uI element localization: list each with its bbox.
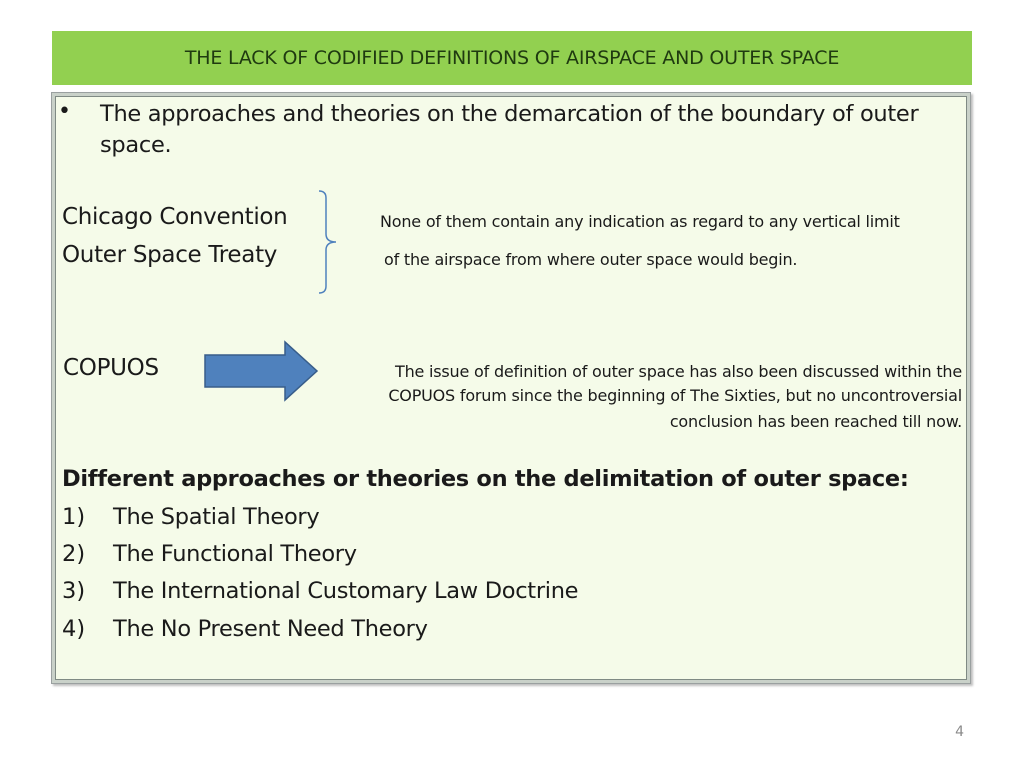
copuos-note-line2: COPUOS forum since the beginning of The Sixties, but no uncontroversial (388, 386, 962, 405)
copuos-note-line1: The issue of definition of outer space has also been discussed within the (395, 362, 962, 381)
right-arrow-icon (203, 340, 319, 402)
slide-title: THE LACK OF CODIFIED DEFINITIONS OF AIRSPACE AND OUTER SPACE (184, 47, 840, 69)
conventions-note-line2: of the airspace from where outer space would begin. (384, 250, 798, 269)
list-item-text: The Functional Theory (113, 541, 357, 567)
list-item-number: 4) (62, 616, 86, 642)
list-item-number: 2) (62, 541, 86, 567)
theories-heading: Different approaches or theories on the delimitation of outer space: (62, 466, 909, 492)
list-item-number: 1) (62, 504, 86, 530)
conventions-note-line1: None of them contain any indication as regard to any vertical limit (380, 212, 900, 231)
list-item-number: 3) (62, 578, 86, 604)
copuos-note-line3: conclusion has been reached till now. (669, 412, 962, 431)
chicago-convention-label: Chicago Convention (62, 204, 288, 230)
outer-space-treaty-label: Outer Space Treaty (62, 242, 278, 268)
bullet-marker: • (58, 99, 71, 124)
slide-title-bar (52, 31, 972, 85)
list-item-text: The No Present Need Theory (113, 616, 428, 642)
page-number: 4 (955, 724, 964, 740)
right-curly-bracket-icon (316, 190, 338, 294)
list-item-text: The International Customary Law Doctrine (113, 578, 579, 604)
copuos-label: COPUOS (63, 355, 159, 381)
bullet-text: The approaches and theories on the demarcation of the boundary of outer space. (100, 101, 919, 158)
list-item-text: The Spatial Theory (113, 504, 320, 530)
